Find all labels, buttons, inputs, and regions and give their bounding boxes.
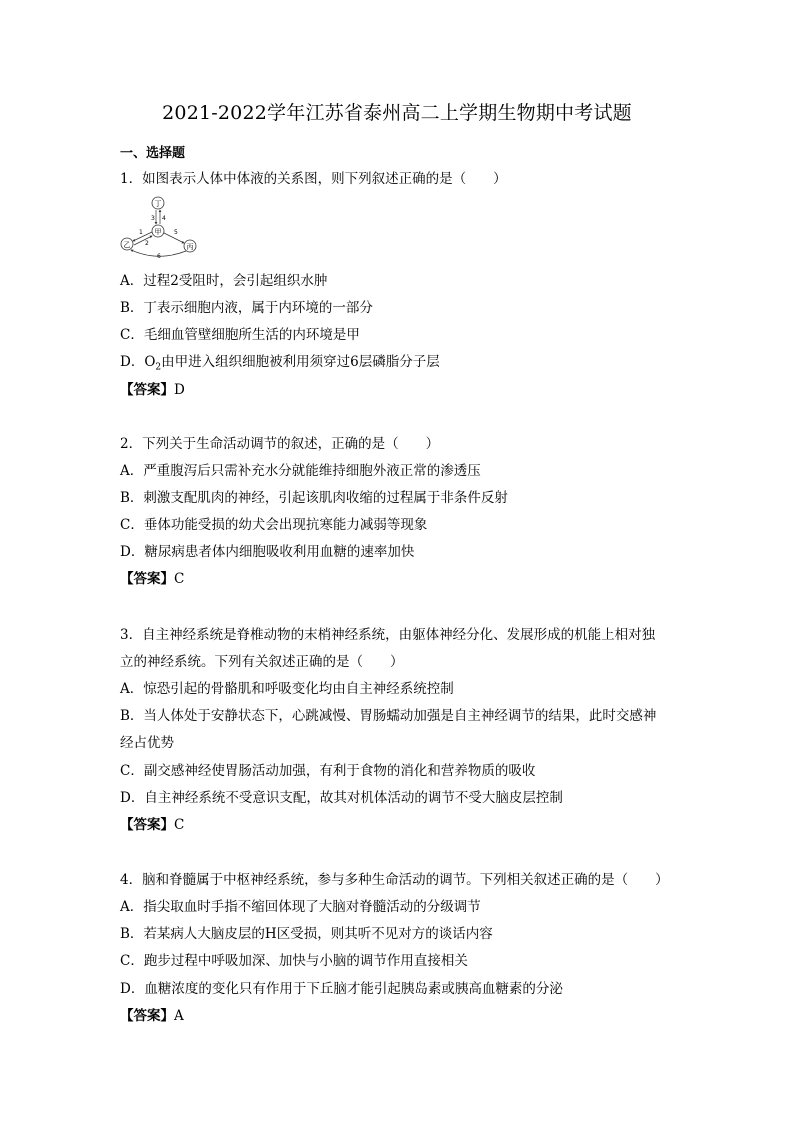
- page-title: 2021-2022学年江苏省泰州高二上学期生物期中考试题: [162, 102, 632, 124]
- answer-label: 【答案】: [120, 1008, 174, 1024]
- question-4-option-c: C．跑步过程中呼吸加深、加快与小脑的调节作用直接相关: [120, 953, 468, 969]
- answer-value: C: [174, 571, 185, 587]
- arrow-label-3: 3: [151, 215, 155, 222]
- question-3-stem-line-2: 立的神经系统。下列有关叙述正确的是（ ）: [120, 654, 404, 670]
- arrow-label-4: 4: [162, 215, 166, 222]
- answer-value: A: [174, 1008, 184, 1024]
- arrow-label-2: 2: [145, 240, 149, 247]
- question-2-stem: 2．下列关于生命活动调节的叙述，正确的是（ ）: [120, 436, 440, 452]
- node-bing-label: 丙: [186, 243, 194, 251]
- question-3-option-b-line-1: B．当人体处于安静状态下，心跳减慢、胃肠蠕动加强是自主神经调节的结果，此时交感神: [120, 708, 657, 724]
- option-d-prefix: D．O: [120, 354, 156, 370]
- node-yi-label: 乙: [123, 241, 131, 249]
- answer-value: C: [174, 817, 185, 833]
- question-2-option-d: D．糖尿病患者体内细胞吸收利用血糖的速率加快: [120, 544, 415, 560]
- question-3-option-b-line-2: 经占优势: [120, 735, 174, 751]
- question-3-answer: [120, 816, 184, 834]
- node-yi: [121, 238, 133, 250]
- node-jia-label: 甲: [154, 228, 162, 236]
- question-3-option-d: D．自主神经系统不受意识支配，故其对机体活动的调节不受大脑皮层控制: [120, 790, 563, 806]
- question-4-option-d: D．血糖浓度的变化只有作用于下丘脑才能引起胰岛素或胰高血糖素的分泌: [120, 981, 563, 997]
- question-1-option-a: A．过程2受阻时，会引起组织水肿: [120, 273, 328, 289]
- node-ding: [152, 197, 164, 209]
- body-fluid-diagram: [118, 194, 204, 260]
- option-d-text: 由甲进入组织细胞被利用须穿过6层磷脂分子层: [161, 354, 440, 370]
- arrow-label-5: 5: [174, 229, 178, 236]
- node-bing: [184, 240, 196, 252]
- question-3-stem-line-1: 3．自主神经系统是脊椎动物的末梢神经系统，由躯体神经分化、发展形成的机能上相对独: [120, 627, 656, 643]
- node-ding-label: 丁: [154, 200, 162, 208]
- question-4-answer: [120, 1007, 184, 1025]
- arrow-label-6: 6: [157, 253, 161, 260]
- question-3-option-c: C．副交感神经使胃肠活动加强，有利于食物的消化和营养物质的吸收: [120, 763, 536, 779]
- answer-label: 【答案】: [120, 382, 174, 398]
- question-1-option-c: C．毛细血管壁细胞所生活的内环境是甲: [120, 327, 360, 343]
- question-1-stem: 1．如图表示人体中体液的关系图，则下列叙述正确的是（ ）: [120, 171, 507, 187]
- question-1-answer: [120, 381, 185, 399]
- answer-label: 【答案】: [120, 571, 174, 587]
- question-2-option-b: B．刺激支配肌肉的神经，引起该肌肉收缩的过程属于非条件反射: [120, 490, 508, 506]
- question-4-stem: 4．脑和脊髓属于中枢神经系统，参与多种生命活动的调节。下列相关叙述正确的是（ ）: [120, 872, 669, 888]
- question-2-option-a: A．严重腹泻后只需补充水分就能维持细胞外液正常的渗透压: [120, 463, 481, 479]
- arrow-label-1: 1: [139, 229, 143, 236]
- question-2-answer: [120, 570, 184, 588]
- answer-value: D: [174, 382, 185, 398]
- question-2-option-c: C．垂体功能受损的幼犬会出现抗寒能力减弱等现象: [120, 517, 428, 533]
- question-4-option-a: A．指尖取血时手指不缩回体现了大脑对脊髓活动的分级调节: [120, 899, 481, 915]
- node-jia: [152, 225, 164, 237]
- question-3-option-a: A．惊恐引起的骨骼肌和呼吸变化均由自主神经系统控制: [120, 681, 454, 697]
- answer-label: 【答案】: [120, 817, 174, 833]
- question-4-option-b: B．若某病人大脑皮层的H区受损，则其听不见对方的谈话内容: [120, 926, 493, 942]
- question-1-option-b: B．丁表示细胞内液，属于内环境的一部分: [120, 300, 373, 316]
- option-d-subscript: 2: [155, 362, 162, 373]
- section-heading: 一、选择题: [120, 146, 186, 161]
- question-1-option-d: [120, 353, 440, 377]
